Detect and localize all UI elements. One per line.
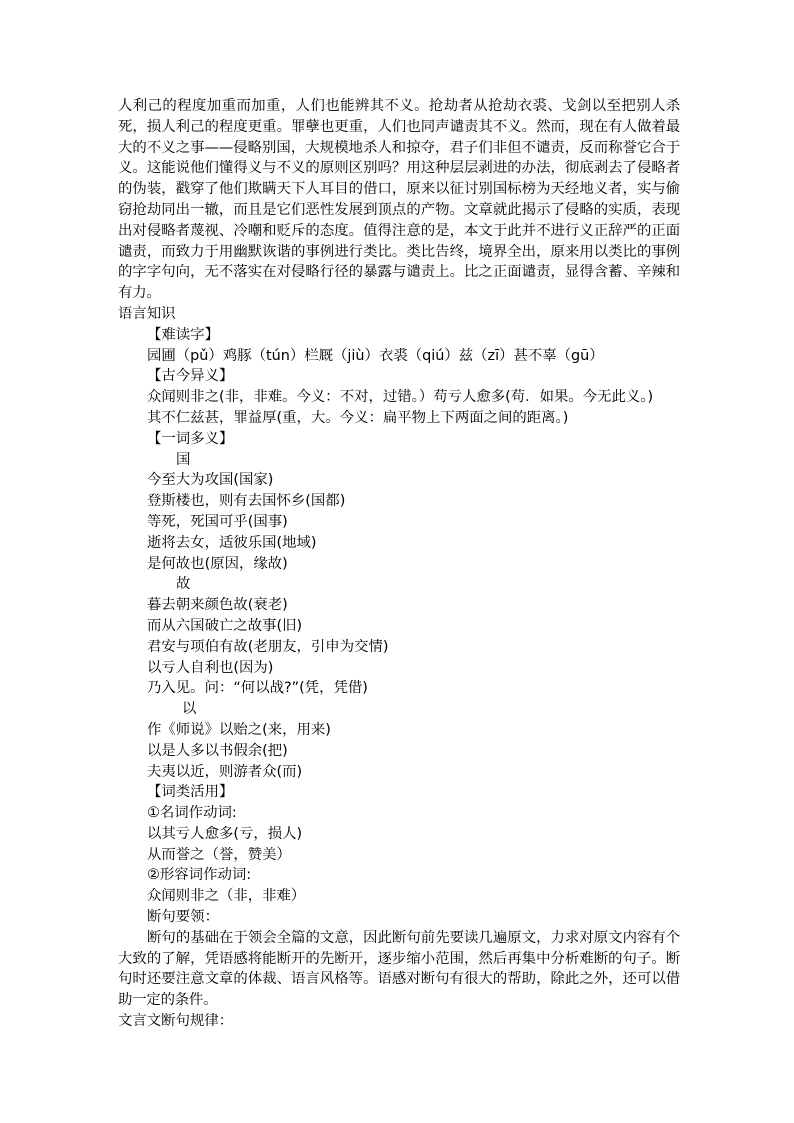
polysemy-example: 以是人多以书假余(把) (147, 742, 288, 759)
word-class-line: 众闻则非之（非，非难） (147, 888, 306, 905)
language-knowledge-heading: 语言知识 (118, 305, 176, 322)
ancient-modern-line: 其不仁兹甚，罪益厚(重，大。今义：扁平物上下两面之间的距离。) (147, 409, 569, 426)
polysemy-example: 登斯楼也，则有去国怀乡(国都) (147, 493, 346, 510)
polysemy-example: 暮去朝来颜色故(衰老) (147, 597, 288, 614)
rules-heading: 文言文断句规律： (118, 1013, 234, 1030)
polysemy-example: 以亏人自利也(因为) (147, 659, 274, 676)
polysemy-example: 逝将去女，适彼乐国(地域) (147, 534, 317, 551)
word-class-line: ①名词作动词: (147, 805, 237, 822)
document-body (118, 96, 680, 1032)
polysemy-word: 以 (182, 701, 197, 718)
polysemy-example: 君安与项伯有故(老朋友，引申为交情) (147, 638, 389, 655)
intro-paragraph: 人利己的程度加重而加重，人们也能辨其不义。抢劫者从抢劫衣裘、戈剑以至把别人杀死，损人利己的程度更重。罪孽也更重，人们也同声谴责其不义。然而，现在有人做着最大的不义之事——侵略别国，大规模地杀人和掠夺，君子们非但不谴责，反而称誉它合于义。这能说他们懂得义与不义的原则区别吗？用这种层层剥进的办法，彻底剥去了侵略者的伪装，戳穿了他们欺瞒天下人耳目的借口，原来以征讨别国标榜为天经地义者，实与偷窃抢劫同出一辙，而且是它们恶性发展到顶点的产物。文章就此揭示了侵略的实质，表现出对侵略者蔑视、冷嘲和贬斥的态度。值得注意的是，本文于此并不进行义正辞严的正面谴责，而致力于用幽默诙谐的事例进行类比。类比告终，境界全出，原来用以类比的事例的字字句向，无不落实在对侵略行径的暴露与谴责上。比之正面谴责，显得含蓄、辛辣和有力。 (118, 98, 680, 302)
word-class-line: ②形容词作动词: (147, 867, 252, 884)
ancient-modern-line: 众闻则非之(非，非难。今义：不对，过错。）苟亏人愈多(苟．如果。今无此义。) (147, 389, 654, 406)
polysemy-example: 等死，死国可乎(国事) (147, 513, 288, 530)
ancient-modern-heading: 【古今异义】 (147, 368, 234, 385)
polysemy-example: 作《师说》以贻之(来，用来) (147, 721, 331, 738)
polysemy-example: 乃入见。问：“何以战?”(凭，凭借) (147, 680, 368, 697)
polysemy-example: 今至大为攻国(国家) (147, 472, 274, 489)
word-class-line: 以其亏人愈多(亏，损人) (147, 825, 303, 842)
punctuation-heading: 断句要领： (147, 909, 219, 926)
polysemy-word: 国 (176, 451, 191, 468)
difficult-words-line: 园圃（pǔ）鸡豚（tún）栏厩（jiù）衣裘（qiú）兹（zī）甚不辜（gū） (147, 347, 604, 364)
polysemy-example: 而从六国破亡之故事(旧) (147, 617, 303, 634)
difficult-words-heading: 【难读字】 (147, 326, 219, 343)
word-class-line: 从而誉之（誉，赞美） (147, 846, 291, 863)
word-class-heading: 【词类活用】 (147, 784, 234, 801)
polysemy-example: 是何故也(原因，缘故) (147, 555, 288, 572)
polysemy-word: 故 (176, 576, 191, 593)
polysemy-heading: 【一词多义】 (147, 430, 234, 447)
punctuation-paragraph: 断句的基础在于领会全篇的文意，因此断句前先要读几遍原文，力求对原文内容有个大致的了解，凭语感将能断开的先断开，逐步缩小范围，然后再集中分析难断的句子。断句时还要注意文章的体裁、语言风格等。语感对断句有很大的帮助，除此之外，还可以借助一定的条件。 (118, 929, 680, 1009)
polysemy-example: 夫夷以近，则游者众(而) (147, 763, 303, 780)
